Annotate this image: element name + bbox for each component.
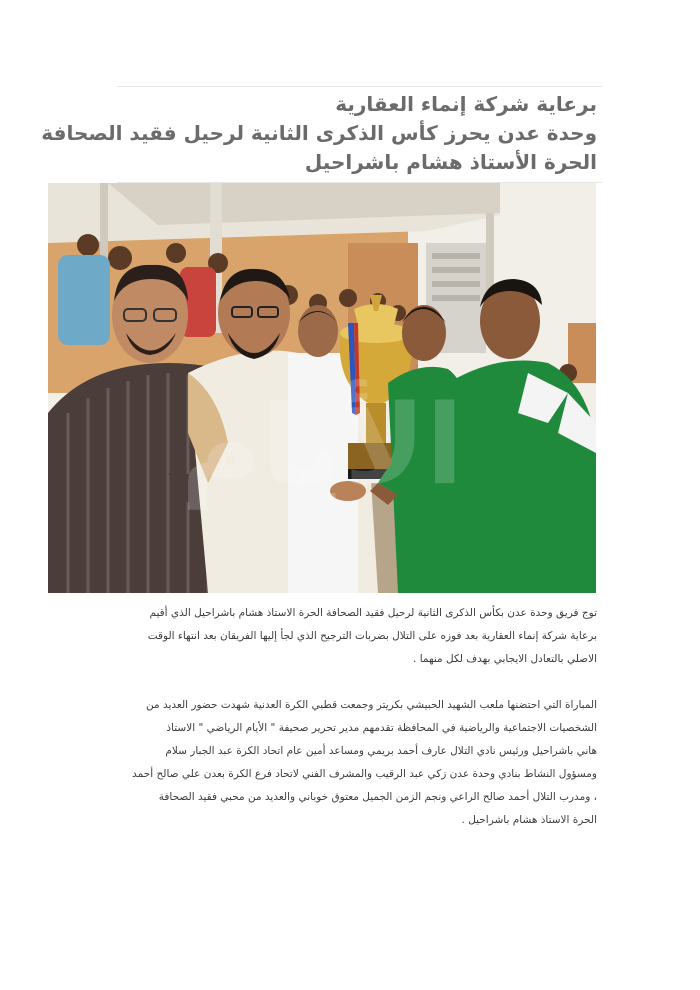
article-body (96, 602, 597, 832)
paragraph-1 (96, 602, 597, 671)
paragraph-line: هاني باشراحيل ورئيس نادي التلال عارف أحمد بريمي ومساعد أمين عام اتحاد الكرة عبد الجبار سلام (165, 745, 597, 757)
paragraph-line: الشخصيات الاجتماعية والرياضية في المحافظة تقدمهم مدير تحرير صحيفة " الأيام الرياضي " الاستاذ (166, 722, 597, 734)
headline-line-1: برعاية شركة إنماء العقارية (335, 92, 597, 116)
photo-watermark: الأيام (180, 381, 464, 509)
paragraph-2 (96, 694, 597, 832)
paragraph-line: المباراة التي احتضنها ملعب الشهيد الحبيشي بكريتر وجمعت قطبي الكرة العدنية شهدت حضور العديد من (146, 699, 597, 711)
paragraph-line: ، ومدرب التلال أحمد صالح الراعي ونجم الزمن الجميل معتوق خوباني والعديد من محبي فقيد الصحافة (158, 791, 597, 803)
paragraph-line: الحرة الاستاذ هشام باشراحيل . (461, 814, 597, 826)
paragraph-line: توج فريق وحدة عدن بكأس الذكرى الثانية لرحيل فقيد الصحافة الحرة الاستاذ هشام باشراحيل الذي أقيم (149, 607, 597, 619)
headline-line-2: وحدة عدن يحرز كأس الذكرى الثانية لرحيل فقيد الصحافة (41, 121, 597, 145)
paragraph-line: برعاية شركة إنماء العقارية بعد فوزه على التلال بضربات الترجيح الذي لجأ إليها الفريقان بعد انتهاء الوقت (147, 630, 597, 642)
paragraph-line: الاصلي بالتعادل الايجابي بهدف لكل منهما . (413, 653, 597, 665)
article-headline (41, 90, 597, 177)
top-divider (117, 86, 602, 87)
headline-line-3: الحرة الأستاذ هشام باشراحيل (304, 150, 597, 174)
paragraph-spacer (96, 671, 597, 694)
paragraph-line: ومسؤول النشاط بنادي وحدة عدن زكي عبد الرقيب والمشرف الفني لاتحاد فرع الكرة بعدن علي صالح أحمد (132, 768, 597, 780)
trophy-presentation-image (48, 183, 596, 593)
article-photo (48, 183, 596, 593)
